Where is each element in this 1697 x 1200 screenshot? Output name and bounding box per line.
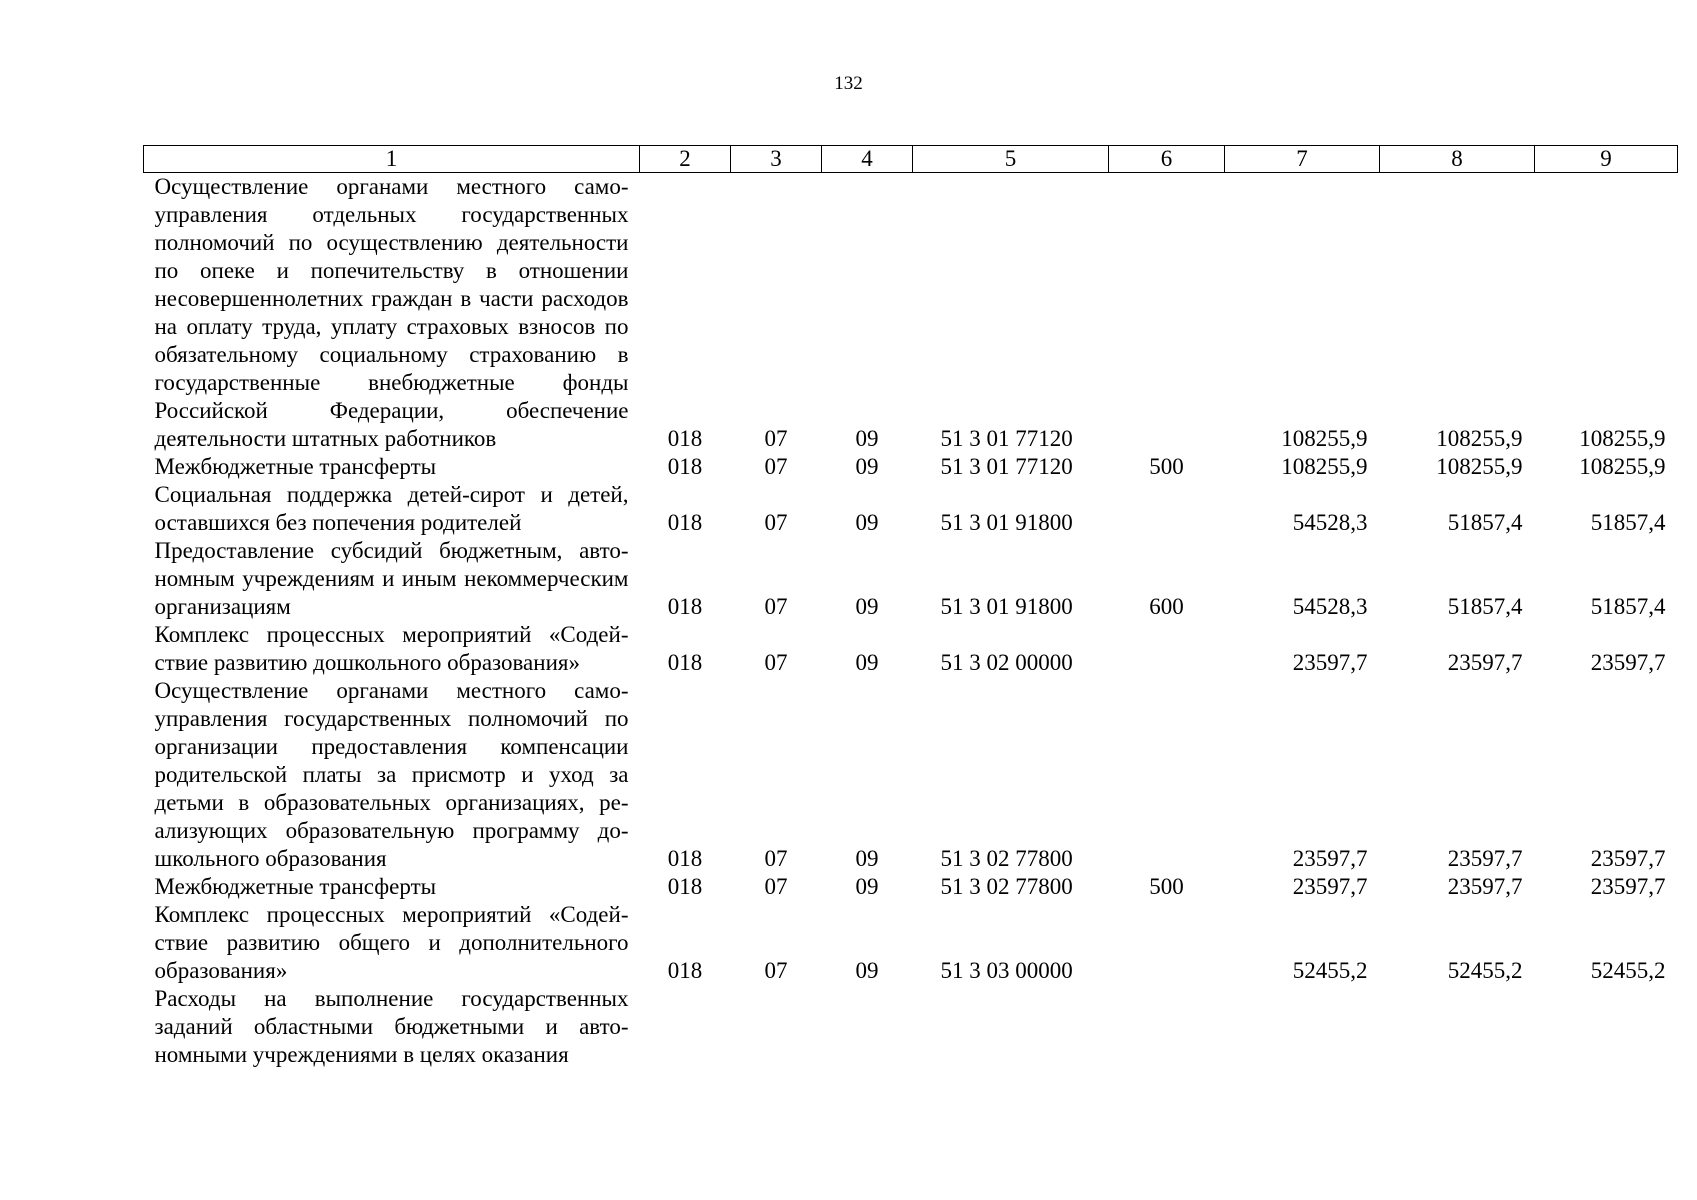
row-target-item	[913, 985, 1109, 1069]
column-header: 7	[1225, 146, 1380, 173]
row-amount-1	[1225, 985, 1380, 1069]
row-section: 07	[764, 874, 788, 899]
row-amount-1: 54528,3	[1292, 594, 1368, 619]
row-expense-type	[1109, 173, 1225, 454]
column-header: 6	[1109, 146, 1225, 173]
row-target-item: 51 3 03 00000	[940, 958, 1073, 983]
row-target-item: 51 3 01 77120	[940, 426, 1073, 451]
row-name: Расходы на выполнение государственных заданий областными бюджетными и автономными учреждениями в целях оказания	[154, 986, 629, 1067]
row-section: 07	[764, 426, 788, 451]
table-row	[144, 173, 1678, 454]
row-amount-3: 23597,7	[1590, 846, 1666, 871]
row-amount-3: 51857,4	[1590, 594, 1666, 619]
column-header: 5	[913, 146, 1109, 173]
row-subsection: 09	[855, 874, 879, 899]
row-amount-2: 52455,2	[1447, 958, 1523, 983]
row-amount-3	[1535, 985, 1678, 1069]
row-ministry-code: 018	[667, 454, 703, 479]
table-row	[144, 621, 1678, 677]
row-name: Комплекс процессных мероприятий «Содействие развитию общего и дополнительного образования»	[154, 902, 629, 983]
row-subsection: 09	[855, 846, 879, 871]
row-amount-2: 23597,7	[1447, 650, 1523, 675]
row-target-item: 51 3 02 77800	[940, 846, 1073, 871]
row-name: Социальная поддержка детей-сирот и детей, оставшихся без попечения родителей	[154, 482, 629, 535]
row-expense-type	[1109, 677, 1225, 873]
row-amount-2	[1380, 985, 1535, 1069]
row-target-item: 51 3 02 77800	[940, 874, 1073, 899]
table-body	[144, 173, 1678, 1070]
column-header: 9	[1535, 146, 1678, 173]
row-expense-type	[1109, 985, 1225, 1069]
row-section: 07	[764, 594, 788, 619]
row-name: Предоставление субсидий бюджетным, автономным учреждениям и иным некоммерческим организациям	[154, 538, 629, 619]
row-subsection: 09	[855, 650, 879, 675]
row-amount-3: 108255,9	[1579, 454, 1666, 479]
table-row	[144, 901, 1678, 985]
row-name: Осуществление органами местного самоуправления отдельных государственных полномочий по осуществлению деятельности по опеке и попечительству в отношении несовершеннолетних граждан в части расходов на оплату труда, уплату страховых взносов по обязательному социальному страхованию в государственные внебюджетные фонды Российской Федерации, обеспечение деятельности штатных работников	[154, 174, 629, 451]
row-ministry-code: 018	[667, 958, 703, 983]
row-amount-1: 54528,3	[1292, 510, 1368, 535]
row-subsection: 09	[855, 510, 879, 535]
row-amount-2: 108255,9	[1436, 454, 1523, 479]
row-name: Комплекс процессных мероприятий «Содействие развитию дошкольного образования»	[154, 622, 629, 675]
row-subsection: 09	[855, 594, 879, 619]
row-amount-2: 51857,4	[1447, 510, 1523, 535]
row-amount-2: 23597,7	[1447, 874, 1523, 899]
table-row	[144, 453, 1678, 481]
table-row	[144, 481, 1678, 537]
row-target-item: 51 3 01 77120	[940, 454, 1073, 479]
table-header	[144, 146, 1678, 173]
row-subsection: 09	[855, 958, 879, 983]
row-amount-1: 23597,7	[1292, 874, 1368, 899]
row-amount-1: 23597,7	[1292, 650, 1368, 675]
row-name: Осуществление органами местного самоуправления государственных полномочий по организации предоставления компенсации родительской платы за присмотр и уход за детьми в образовательных организациях, реализующих образовательную программу дошкольного образования	[154, 678, 629, 871]
row-section: 07	[764, 650, 788, 675]
row-ministry-code: 018	[667, 874, 703, 899]
table-row	[144, 985, 1678, 1069]
column-header: 4	[822, 146, 913, 173]
table-row	[144, 873, 1678, 901]
row-ministry-code: 018	[667, 650, 703, 675]
row-target-item: 51 3 01 91800	[940, 510, 1073, 535]
row-amount-3: 52455,2	[1590, 958, 1666, 983]
row-target-item: 51 3 01 91800	[940, 594, 1073, 619]
row-expense-type: 600	[1149, 594, 1184, 619]
column-header: 3	[731, 146, 822, 173]
row-section: 07	[764, 510, 788, 535]
column-header: 1	[144, 146, 640, 173]
row-expense-type	[1109, 621, 1225, 677]
row-section: 07	[764, 454, 788, 479]
row-expense-type: 500	[1149, 874, 1184, 899]
table-row	[144, 537, 1678, 621]
row-amount-1: 23597,7	[1292, 846, 1368, 871]
column-header: 2	[640, 146, 731, 173]
row-name: Межбюджетные трансферты	[154, 874, 437, 899]
row-ministry-code	[640, 985, 731, 1069]
row-name: Межбюджетные трансферты	[154, 454, 437, 479]
row-section	[731, 985, 822, 1069]
row-amount-3: 51857,4	[1590, 510, 1666, 535]
page-number: 132	[834, 73, 863, 94]
row-ministry-code: 018	[667, 846, 703, 871]
row-subsection: 09	[855, 426, 879, 451]
row-amount-2: 108255,9	[1436, 426, 1523, 451]
row-target-item: 51 3 02 00000	[940, 650, 1073, 675]
row-section: 07	[764, 958, 788, 983]
row-ministry-code: 018	[667, 426, 703, 451]
row-expense-type	[1109, 481, 1225, 537]
row-amount-2: 23597,7	[1447, 846, 1523, 871]
row-amount-3: 23597,7	[1590, 650, 1666, 675]
row-section: 07	[764, 846, 788, 871]
table-row	[144, 677, 1678, 873]
row-ministry-code: 018	[667, 510, 703, 535]
row-subsection: 09	[855, 454, 879, 479]
row-amount-2: 51857,4	[1447, 594, 1523, 619]
row-expense-type: 500	[1149, 454, 1184, 479]
row-subsection	[822, 985, 913, 1069]
row-amount-3: 23597,7	[1590, 874, 1666, 899]
row-amount-3: 108255,9	[1579, 426, 1666, 451]
row-amount-1: 108255,9	[1281, 426, 1368, 451]
budget-table	[143, 145, 1678, 1069]
column-header: 8	[1380, 146, 1535, 173]
column-number-row	[144, 146, 1678, 173]
row-amount-1: 108255,9	[1281, 454, 1368, 479]
row-ministry-code: 018	[667, 594, 703, 619]
row-amount-1: 52455,2	[1292, 958, 1368, 983]
row-expense-type	[1109, 901, 1225, 985]
